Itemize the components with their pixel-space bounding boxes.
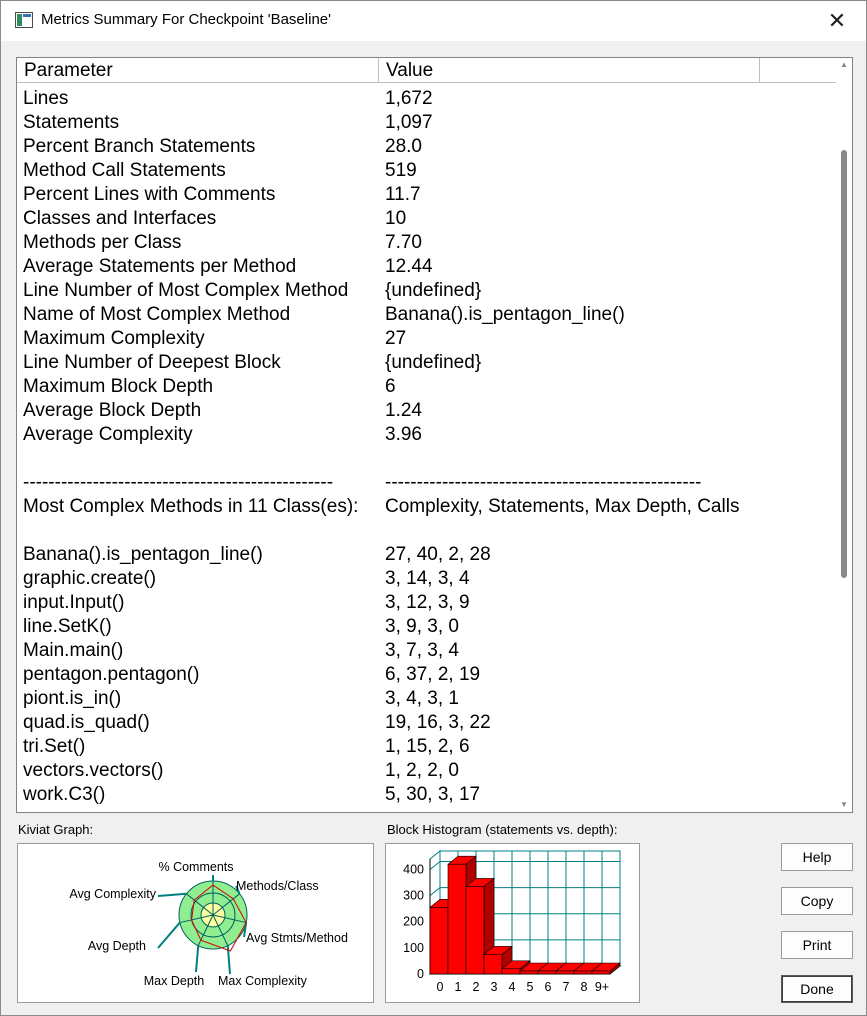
kiviat-graph-label: Kiviat Graph: xyxy=(18,822,94,837)
value-cell: 11.7 xyxy=(385,184,421,205)
parameter-cell: piont.is_in() xyxy=(23,688,122,709)
value-cell: 3, 4, 3, 1 xyxy=(385,688,459,709)
table-row[interactable] xyxy=(17,207,838,231)
window-title: Metrics Summary For Checkpoint 'Baseline' xyxy=(41,11,331,28)
parameter-cell: Methods per Class xyxy=(23,232,182,253)
value-cell: Banana().is_pentagon_line() xyxy=(385,304,625,325)
value-cell: 519 xyxy=(385,160,417,181)
kiviat-spoke xyxy=(196,946,198,972)
table-row[interactable] xyxy=(17,423,838,447)
table-row[interactable] xyxy=(17,615,838,639)
parameter-cell: Classes and Interfaces xyxy=(23,208,217,229)
histogram-bar xyxy=(484,954,502,974)
parameter-cell: tri.Set() xyxy=(23,736,86,757)
help-button[interactable]: Help xyxy=(781,843,853,871)
histogram-gridline-diag xyxy=(430,888,440,896)
list-body xyxy=(17,87,838,807)
histogram-x-tick-label: 1 xyxy=(454,980,462,994)
value-cell: -------------------------------------------------- xyxy=(385,472,702,493)
kiviat-spoke xyxy=(158,894,186,896)
table-row[interactable] xyxy=(17,495,838,519)
histogram-x-tick-label: 8 xyxy=(580,980,588,994)
close-button[interactable] xyxy=(818,5,856,37)
table-row[interactable] xyxy=(17,711,838,735)
table-row[interactable] xyxy=(17,447,838,471)
parameter-cell: vectors.vectors() xyxy=(23,760,164,781)
kiviat-axis-label: Avg Depth xyxy=(87,939,146,953)
table-row[interactable] xyxy=(17,111,838,135)
histogram-y-tick-label: 300 xyxy=(403,888,424,903)
value-cell: 7.70 xyxy=(385,232,422,253)
table-row[interactable] xyxy=(17,543,838,567)
table-row[interactable] xyxy=(17,639,838,663)
column-header-parameter[interactable]: Parameter xyxy=(17,58,379,83)
value-cell: 1,097 xyxy=(385,112,433,133)
histogram-x-tick-label: 5 xyxy=(526,980,534,994)
value-cell: 1.24 xyxy=(385,400,422,421)
parameter-cell: quad.is_quad() xyxy=(23,712,150,733)
scroll-down-arrow-icon[interactable]: ▼ xyxy=(840,800,848,809)
column-header-empty[interactable] xyxy=(760,58,838,83)
value-cell: 10 xyxy=(385,208,407,229)
table-row[interactable] xyxy=(17,279,838,303)
parameter-cell: Banana().is_pentagon_line() xyxy=(23,544,263,565)
value-cell: 1, 2, 2, 0 xyxy=(385,760,459,781)
kiviat-axis-label: Avg Complexity xyxy=(69,887,156,901)
parameter-cell: Line Number of Deepest Block xyxy=(23,352,281,373)
table-row[interactable] xyxy=(17,759,838,783)
close-icon: ✕ xyxy=(827,8,847,33)
parameter-cell: Main.main() xyxy=(23,640,124,661)
value-cell: {undefined} xyxy=(385,280,482,301)
histogram-bar xyxy=(448,864,466,974)
vertical-scrollbar[interactable] xyxy=(836,58,852,812)
value-cell: 3, 12, 3, 9 xyxy=(385,592,470,613)
value-cell: 3, 7, 3, 4 xyxy=(385,640,459,661)
parameter-cell: pentagon.pentagon() xyxy=(23,664,200,685)
histogram-bar xyxy=(430,907,448,974)
copy-button[interactable]: Copy xyxy=(781,887,853,915)
histogram-bar xyxy=(502,969,520,974)
table-row[interactable] xyxy=(17,735,838,759)
histogram-bar xyxy=(538,971,556,974)
parameter-cell: Maximum Complexity xyxy=(23,328,205,349)
histogram-bar xyxy=(520,971,538,974)
parameter-cell: Name of Most Complex Method xyxy=(23,304,291,325)
table-row[interactable] xyxy=(17,255,838,279)
table-row[interactable] xyxy=(17,303,838,327)
table-row[interactable] xyxy=(17,135,838,159)
parameter-cell: ------------------------------------------------- xyxy=(23,472,334,493)
value-cell: 6 xyxy=(385,376,396,397)
table-row[interactable] xyxy=(17,231,838,255)
value-cell: 6, 37, 2, 19 xyxy=(385,664,481,685)
histogram-x-tick-label: 6 xyxy=(544,980,552,994)
parameter-cell: graphic.create() xyxy=(23,568,157,589)
parameter-cell: Percent Branch Statements xyxy=(23,136,256,157)
window-app-icon xyxy=(15,12,33,28)
value-cell: {undefined} xyxy=(385,352,482,373)
done-button[interactable]: Done xyxy=(781,975,853,1003)
histogram-x-tick-label: 9+ xyxy=(594,980,610,994)
histogram-x-tick-label: 2 xyxy=(472,980,480,994)
value-cell: 3, 9, 3, 0 xyxy=(385,616,459,637)
table-row[interactable] xyxy=(17,471,838,495)
histogram-bar xyxy=(466,886,484,974)
value-cell: 27 xyxy=(385,328,407,349)
value-cell: 1,672 xyxy=(385,88,433,109)
parameter-cell: work.C3() xyxy=(23,784,106,805)
value-cell: Complexity, Statements, Max Depth, Calls xyxy=(385,496,740,517)
value-cell: 12.44 xyxy=(385,256,433,277)
block-histogram-label: Block Histogram (statements vs. depth): xyxy=(387,822,618,837)
histogram-x-tick-label: 4 xyxy=(508,980,516,994)
block-histogram xyxy=(385,843,640,1003)
value-cell: 3, 14, 3, 4 xyxy=(385,568,470,589)
table-row[interactable] xyxy=(17,663,838,687)
table-row[interactable] xyxy=(17,591,838,615)
parameter-cell: Average Block Depth xyxy=(23,400,202,421)
print-button[interactable]: Print xyxy=(781,931,853,959)
parameter-cell: Statements xyxy=(23,112,120,133)
histogram-y-tick-label: 400 xyxy=(403,862,424,877)
kiviat-axis-label: % Comments xyxy=(158,860,234,874)
table-row[interactable] xyxy=(17,687,838,711)
histogram-y-tick-label: 200 xyxy=(403,914,424,929)
kiviat-graph xyxy=(17,843,374,1003)
kiviat-axis-label: Methods/Class xyxy=(236,879,319,893)
parameter-cell: Lines xyxy=(23,88,69,109)
kiviat-axis-label: Max Complexity xyxy=(218,974,307,988)
histogram-y-tick-label: 0 xyxy=(417,967,424,981)
metrics-list[interactable] xyxy=(16,57,853,813)
column-header-value[interactable]: Value xyxy=(379,58,760,83)
value-cell: 28.0 xyxy=(385,136,422,157)
table-row[interactable] xyxy=(17,519,838,543)
table-row[interactable] xyxy=(17,183,838,207)
kiviat-axis-label: Avg Stmts/Method xyxy=(246,931,348,945)
parameter-cell: line.SetK() xyxy=(23,616,112,637)
kiviat-graph-canvas xyxy=(18,844,373,1002)
table-row[interactable] xyxy=(17,351,838,375)
table-row[interactable] xyxy=(17,159,838,183)
parameter-cell: Average Complexity xyxy=(23,424,193,445)
title-bar xyxy=(1,1,866,41)
parameter-cell: Method Call Statements xyxy=(23,160,226,181)
parameter-cell: Average Statements per Method xyxy=(23,256,297,277)
kiviat-spoke xyxy=(158,923,180,948)
histogram-x-tick-label: 3 xyxy=(490,980,498,994)
list-header xyxy=(17,58,838,83)
parameter-cell: input.Input() xyxy=(23,592,125,613)
value-cell: 1, 15, 2, 6 xyxy=(385,736,470,757)
histogram-bar xyxy=(556,971,574,974)
value-cell: 19, 16, 3, 22 xyxy=(385,712,491,733)
block-histogram-canvas xyxy=(386,844,639,1002)
histogram-x-tick-label: 0 xyxy=(436,980,444,994)
parameter-cell: Percent Lines with Comments xyxy=(23,184,276,205)
table-row[interactable] xyxy=(17,567,838,591)
histogram-y-tick-label: 100 xyxy=(403,940,424,955)
histogram-bar xyxy=(592,971,610,974)
parameter-cell: Most Complex Methods in 11 Class(es): xyxy=(23,496,359,517)
value-cell: 5, 30, 3, 17 xyxy=(385,784,481,805)
value-cell: 27, 40, 2, 28 xyxy=(385,544,491,565)
value-cell: 3.96 xyxy=(385,424,422,445)
histogram-gridline-diag xyxy=(430,861,440,869)
parameter-cell: Line Number of Most Complex Method xyxy=(23,280,349,301)
table-row[interactable] xyxy=(17,375,838,399)
histogram-bar xyxy=(574,971,592,974)
kiviat-axis-label: Max Depth xyxy=(143,974,205,988)
histogram-x-tick-label: 7 xyxy=(562,980,570,994)
scrollbar-thumb[interactable] xyxy=(841,150,847,578)
scroll-up-arrow-icon[interactable]: ▲ xyxy=(840,60,848,69)
table-row[interactable] xyxy=(17,399,838,423)
parameter-cell: Maximum Block Depth xyxy=(23,376,214,397)
table-row[interactable] xyxy=(17,783,838,807)
table-row[interactable] xyxy=(17,87,838,111)
table-row[interactable] xyxy=(17,327,838,351)
